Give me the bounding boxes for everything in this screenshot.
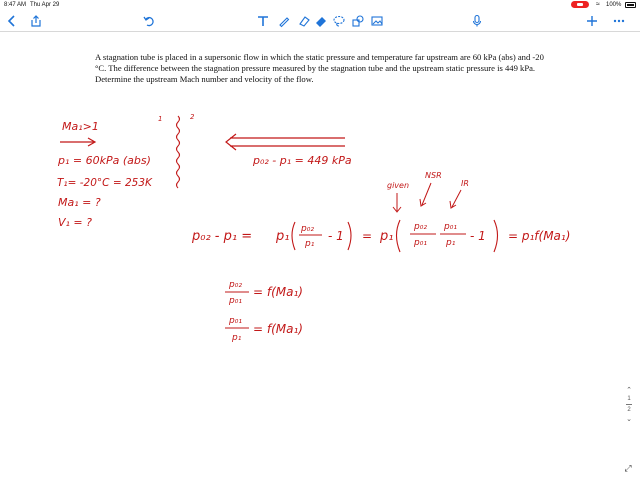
svg-text:=: = (362, 229, 373, 243)
main-equation-rhs: = p₁f(Ma₁) (508, 229, 571, 243)
svg-text:p₀₁: p₀₁ (229, 296, 242, 306)
svg-text:p₁: p₁ (305, 239, 315, 249)
wifi-icon: ≈ (596, 1, 600, 8)
ma-gt-1-note: Ma₁>1 (62, 120, 99, 133)
svg-text:p₀₁: p₀₁ (229, 316, 242, 326)
svg-text:p₀₂: p₀₂ (414, 222, 427, 232)
svg-text:- 1: - 1 (328, 229, 344, 243)
fullscreen-icon[interactable]: ⤢ (624, 462, 632, 473)
shock-label-2: 2 (190, 113, 195, 121)
svg-text:p₀₂: p₀₂ (301, 224, 314, 234)
p1-note: p₁ = 60kPa (abs) (58, 154, 151, 167)
battery-percentage: 100% (606, 2, 622, 8)
nsr-label: NSR (425, 171, 442, 180)
ratio1-result: = f(Ma₁) (253, 285, 303, 299)
status-date: Thu Apr 29 (30, 2, 60, 8)
nsr-arrow (420, 183, 431, 206)
ratio-p02-p01 (225, 280, 303, 306)
svg-text:p₀₂: p₀₂ (229, 280, 242, 290)
svg-text:- 1: - 1 (470, 229, 486, 243)
page-indicator (624, 386, 634, 441)
page-up-chevron-icon[interactable]: ⌃ (626, 387, 632, 394)
ma1-note: Ma₁ = ? (58, 196, 101, 209)
total-pages: 2 (627, 407, 631, 413)
status-time: 8:47 AM (4, 2, 27, 8)
ir-arrow (450, 190, 461, 208)
svg-text:p₀₁: p₀₁ (444, 222, 457, 232)
ratio2-result: = f(Ma₁) (253, 322, 303, 336)
ratio-p01-p1 (225, 316, 303, 343)
ir-label: IR (461, 179, 469, 188)
stagnation-tube-sketch (226, 134, 345, 150)
flow-arrow (60, 138, 95, 146)
page-divider (626, 404, 632, 405)
svg-text:p₀₁: p₀₁ (414, 238, 427, 248)
page-down-chevron-icon[interactable]: ⌄ (626, 416, 632, 423)
given-arrow (393, 193, 401, 212)
pressure-difference-note: p₀₂ - p₁ = 449 kPa (253, 154, 352, 167)
main-equation (191, 220, 570, 252)
shock-label-1: 1 (158, 115, 163, 123)
main-equation-lhs: p₀₂ - p₁ = (192, 229, 253, 244)
given-label: given (387, 181, 410, 190)
svg-text:p₁: p₁ (380, 229, 394, 244)
svg-text:p₁: p₁ (276, 229, 290, 244)
shock-wave-sketch (177, 116, 180, 188)
current-page: 1 (627, 396, 631, 402)
v1-note: V₁ = ? (58, 216, 92, 229)
svg-text:p₁: p₁ (232, 333, 242, 343)
svg-text:p₁: p₁ (446, 238, 456, 248)
t1-note: T₁= -20°C = 253K (57, 177, 152, 189)
problem-statement: A stagnation tube is placed in a supersonic flow in which the static pressure and temperature far upstream are 60 kPa (abs) and -20 °C. The difference between the stagnation pressure measured by the stagnation tube and the upstream static pressure is 449 kPa. Determine the upstream Mach number and velocity of the flow. (95, 52, 544, 85)
